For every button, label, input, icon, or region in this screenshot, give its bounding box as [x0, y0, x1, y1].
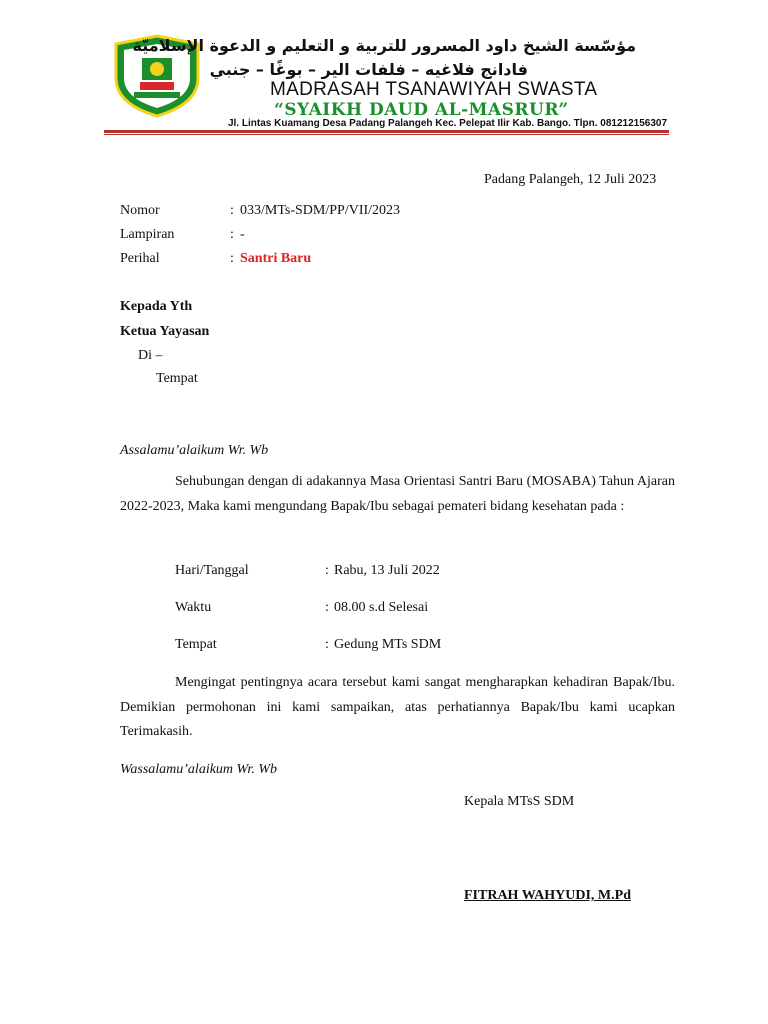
field-label-nomor: Nomor: [120, 203, 160, 218]
recipient-line1: Kepada Yth: [120, 299, 193, 314]
letterhead-divider-thin: [104, 134, 669, 135]
field-value-perihal: Santri Baru: [240, 251, 312, 266]
detail-value-place: Gedung MTs SDM: [334, 637, 442, 652]
signer-name: FITRAH WAHYUDI, M.Pd: [464, 888, 631, 903]
place-date: Padang Palangeh, 12 Juli 2023: [484, 172, 657, 187]
address-arabic: فادانج فلاغيه – فلفات الير – بوغًا – جنبي: [209, 60, 528, 79]
recipient-line2: Ketua Yayasan: [120, 324, 210, 339]
detail-sep: :: [325, 637, 329, 652]
greeting: Assalamu’alaikum Wr. Wb: [120, 443, 269, 458]
signer-title: Kepala MTsS SDM: [464, 794, 575, 809]
body-paragraph-2: [120, 671, 675, 745]
field-sep: :: [230, 227, 234, 242]
field-sep: :: [230, 251, 234, 266]
detail-value-time: 08.00 s.d Selesai: [334, 600, 429, 615]
field-label-perihal: Perihal: [120, 251, 160, 266]
body-paragraph-1: [120, 470, 675, 519]
body-paragraph-1-text: Sehubungan dengan di adakannya Masa Orientasi Santri Baru (MOSABA) Tahun Ajaran 2022-2023, Maka kami mengundang Bapak/Ibu sebagai pemateri bidang kesehatan pada :: [120, 474, 675, 514]
letterhead-divider: [104, 130, 669, 133]
detail-label-date: Hari/Tanggal: [175, 563, 249, 578]
detail-value-date: Rabu, 13 Juli 2022: [334, 563, 440, 578]
detail-label-time: Waktu: [175, 600, 212, 615]
closing-greeting: Wassalamu’alaikum Wr. Wb: [120, 762, 277, 777]
foundation-arabic-name: مؤسّسة الشيخ داود المسرور للتربية و التعليم و الدعوة الإسلاميّة: [132, 36, 636, 55]
field-value-lampiran: -: [240, 227, 245, 242]
school-name: “SYAIKH DAUD AL-MASRUR”: [274, 100, 569, 120]
detail-sep: :: [325, 600, 329, 615]
school-address: Jl. Lintas Kuamang Desa Padang Palangeh Kec. Pelepat Ilir Kab. Bango. Tlpn. 081212156307: [228, 118, 668, 129]
field-value-nomor: 033/MTs-SDM/PP/VII/2023: [240, 203, 401, 218]
field-label-lampiran: Lampiran: [120, 227, 175, 242]
school-type: MADRASAH TSANAWIYAH SWASTA: [270, 79, 598, 100]
detail-sep: :: [325, 563, 329, 578]
recipient-line4: Tempat: [156, 371, 198, 386]
recipient-line3: Di –: [138, 348, 163, 363]
detail-label-place: Tempat: [175, 637, 217, 652]
field-sep: :: [230, 203, 234, 218]
body-paragraph-2-text: Mengingat pentingnya acara tersebut kami sangat mengharapkan kehadiran Bapak/Ibu. Demikian permohonan ini kami sampaikan, atas perhatiannya Bapak/Ibu kami ucapkan Terimakasih.: [120, 675, 675, 739]
